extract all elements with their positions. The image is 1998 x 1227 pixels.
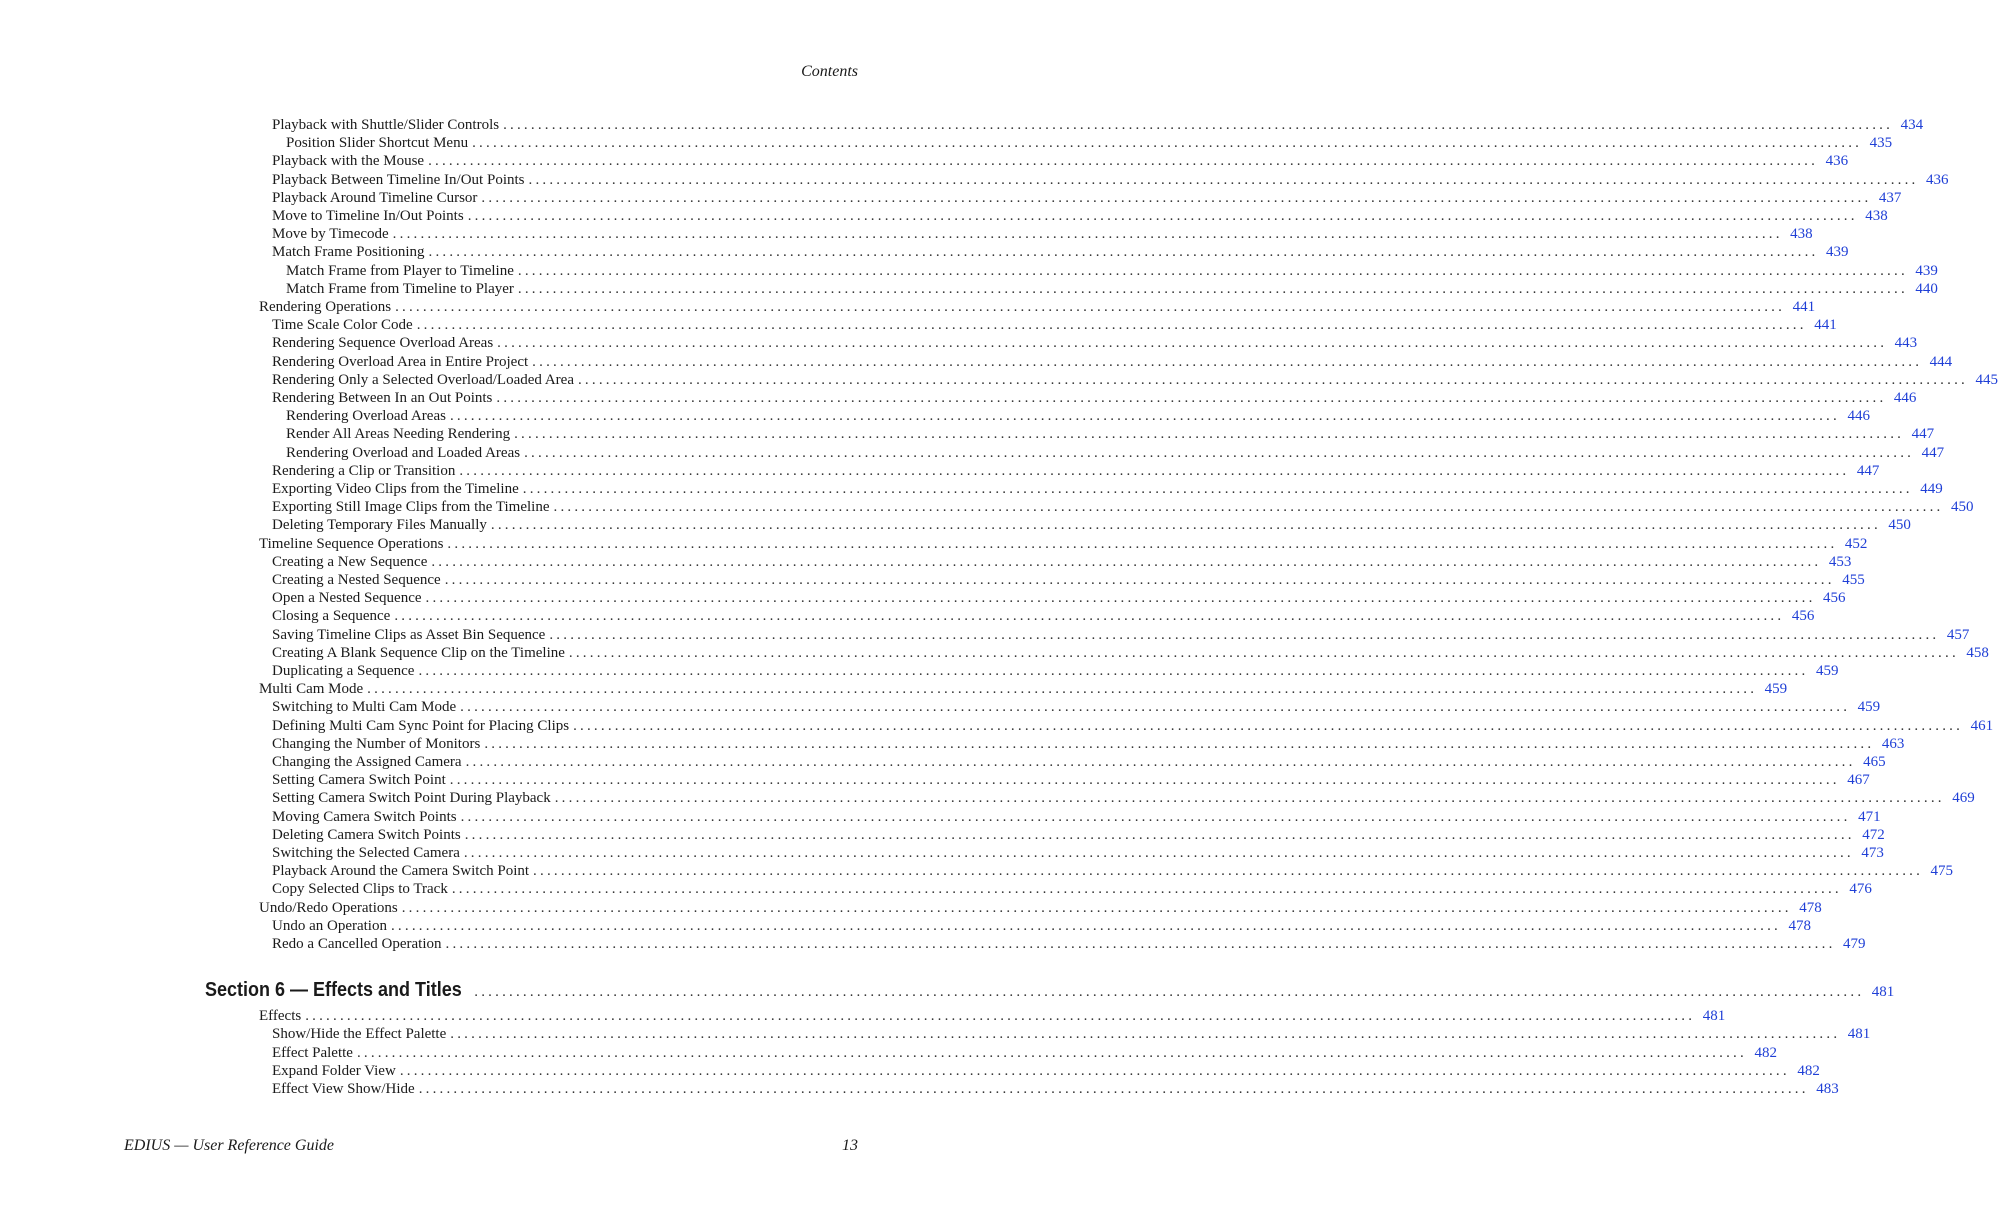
dot-leader: ........................................................................................................................................................................................................ bbox=[431, 553, 1822, 570]
dot-leader: ........................................................................................................................................................................................................ bbox=[356, 1044, 1747, 1061]
toc-entry-title: Creating a Nested Sequence bbox=[272, 572, 441, 588]
toc-page-link[interactable]: 467 bbox=[1847, 772, 1870, 789]
dot-leader: ........................................................................................................................................................................................................ bbox=[418, 663, 1809, 679]
toc-entry[interactable] bbox=[272, 480, 1943, 498]
toc-entry[interactable] bbox=[272, 1062, 1820, 1080]
toc-page-link[interactable]: 449 bbox=[1920, 481, 1943, 497]
toc-page-link[interactable]: 455 bbox=[1842, 572, 1865, 588]
toc-entry[interactable] bbox=[272, 516, 1911, 534]
toc-entry-title: Creating a New Sequence bbox=[272, 553, 428, 570]
toc-page-link[interactable]: 481 bbox=[1702, 1008, 1726, 1025]
toc-entry[interactable] bbox=[272, 717, 1994, 735]
toc-entry[interactable] bbox=[259, 535, 1868, 553]
toc-page-link[interactable]: 473 bbox=[1861, 845, 1884, 861]
dot-leader: ........................................................................................................................................................................................................ bbox=[532, 353, 1923, 370]
toc-page-link[interactable]: 481 bbox=[1847, 1026, 1871, 1043]
dot-leader: ........................................................................................................................................................................................................ bbox=[450, 1026, 1841, 1043]
toc-entry[interactable] bbox=[272, 1025, 1871, 1043]
dot-leader: ........................................................................................................................................................................................................ bbox=[451, 881, 1842, 898]
toc-page-link[interactable]: 478 bbox=[1788, 917, 1811, 934]
footer-page-number: 13 bbox=[842, 1137, 858, 1154]
toc-page-link[interactable]: 479 bbox=[1843, 936, 1866, 952]
dot-leader: ........................................................................................................................................................................................................ bbox=[474, 984, 1865, 1001]
toc-page-link[interactable]: 483 bbox=[1816, 1081, 1839, 1097]
toc-entry-title: Playback Around the Camera Switch Point bbox=[272, 863, 530, 880]
toc-page-link[interactable]: 482 bbox=[1797, 1062, 1820, 1079]
toc-entry[interactable] bbox=[272, 571, 1865, 589]
dot-leader: ........................................................................................................................................................................................................ bbox=[459, 462, 1850, 479]
toc-entry[interactable] bbox=[272, 698, 1881, 716]
toc-page-link[interactable]: 439 bbox=[1915, 262, 1938, 279]
dot-leader: ........................................................................................................................................................................................................ bbox=[392, 226, 1783, 243]
toc-page-link[interactable]: 440 bbox=[1915, 280, 1938, 297]
toc-entry-title: Changing the Assigned Camera bbox=[272, 754, 462, 770]
toc-entry[interactable] bbox=[272, 189, 1902, 207]
dot-leader: ........................................................................................................................................................................................................ bbox=[399, 1062, 1790, 1079]
dot-leader: ........................................................................................................................................................................................................ bbox=[425, 590, 1816, 607]
toc-page-link[interactable]: 438 bbox=[1790, 226, 1813, 243]
toc-entry-title: Playback Around Timeline Cursor bbox=[272, 189, 478, 206]
toc-page-link[interactable]: 444 bbox=[1929, 353, 1953, 370]
toc-page-link[interactable]: 482 bbox=[1754, 1044, 1777, 1061]
dot-leader: ........................................................................................................................................................................................................ bbox=[428, 244, 1819, 261]
toc-page-link[interactable]: 447 bbox=[1856, 462, 1880, 479]
toc-entry-title: Switching to Multi Cam Mode bbox=[272, 699, 457, 716]
toc-page-link[interactable]: 446 bbox=[1847, 408, 1870, 425]
toc-entry-title: Playback with the Mouse bbox=[272, 153, 425, 170]
dot-leader: ........................................................................................................................................................................................................ bbox=[549, 626, 1940, 643]
dot-leader: ........................................................................................................................................................................................................ bbox=[449, 408, 1840, 425]
dot-leader: ........................................................................................................................................................................................................ bbox=[490, 517, 1881, 534]
toc-page-link[interactable]: 456 bbox=[1823, 590, 1846, 607]
toc-entry-title: Moving Camera Switch Points bbox=[272, 808, 457, 825]
toc-entry[interactable] bbox=[272, 808, 1881, 826]
dot-leader: ........................................................................................................................................................................................................ bbox=[517, 262, 1908, 279]
toc-entry[interactable] bbox=[272, 1044, 1777, 1062]
toc-entry[interactable] bbox=[272, 225, 1813, 243]
dot-leader: ........................................................................................................................................................................................................ bbox=[517, 280, 1908, 297]
toc-entry[interactable] bbox=[272, 826, 1885, 844]
toc-page-link[interactable]: 463 bbox=[1881, 735, 1905, 752]
toc-entry[interactable] bbox=[272, 862, 1954, 880]
toc-entry[interactable] bbox=[272, 207, 1888, 225]
toc-entry[interactable] bbox=[272, 753, 1886, 771]
toc-page-link[interactable]: 446 bbox=[1893, 390, 1917, 406]
toc-entry[interactable] bbox=[272, 462, 1880, 480]
toc-entry-title: Undo an Operation bbox=[272, 917, 387, 934]
dot-leader: ........................................................................................................................................................................................................ bbox=[472, 135, 1863, 152]
toc-entry-title: Undo/Redo Operations bbox=[259, 899, 398, 916]
toc-page-link[interactable]: 472 bbox=[1862, 826, 1885, 843]
toc-entry[interactable] bbox=[259, 1007, 1726, 1025]
toc-entry-title: Duplicating a Sequence bbox=[272, 663, 415, 679]
toc-entry[interactable] bbox=[272, 935, 1866, 953]
toc-page-link[interactable]: 438 bbox=[1865, 208, 1888, 224]
dot-leader: ........................................................................................................................................................................................................ bbox=[528, 171, 1919, 188]
toc-entry-title: Effect View Show/Hide bbox=[272, 1081, 415, 1097]
dot-leader: ........................................................................................................................................................................................................ bbox=[522, 481, 1913, 497]
toc-entry[interactable] bbox=[272, 389, 1917, 407]
dot-leader: ........................................................................................................................................................................................................ bbox=[445, 936, 1836, 952]
toc-entry-title: Setting Camera Switch Point bbox=[272, 772, 446, 789]
toc-entry-title: Creating A Blank Sequence Clip on the Timeline bbox=[272, 644, 565, 661]
dot-leader: ........................................................................................................................................................................................................ bbox=[496, 390, 1887, 406]
toc-page-link[interactable]: 453 bbox=[1828, 553, 1852, 570]
toc-page-link[interactable]: 435 bbox=[1869, 135, 1893, 152]
toc-entry[interactable] bbox=[259, 899, 1822, 917]
footer-guide-title: EDIUS — User Reference Guide bbox=[124, 1137, 335, 1154]
toc-entry-title: Effect Palette bbox=[272, 1044, 353, 1061]
toc-entry-title: Effects bbox=[259, 1008, 302, 1025]
dot-leader: ........................................................................................................................................................................................................ bbox=[390, 917, 1781, 934]
dot-leader: ........................................................................................................................................................................................................ bbox=[554, 790, 1945, 807]
toc-page-link[interactable]: 452 bbox=[1844, 535, 1868, 552]
toc-entry-title: Exporting Still Image Clips from the Timeline bbox=[272, 499, 550, 516]
toc-page-link[interactable]: 465 bbox=[1863, 754, 1886, 770]
dot-leader: ........................................................................................................................................................................................................ bbox=[497, 335, 1888, 352]
toc-entry-title: Move to Timeline In/Out Points bbox=[272, 208, 464, 224]
toc-entry-title: Playback Between Timeline In/Out Points bbox=[272, 171, 525, 188]
dot-leader: ........................................................................................................................................................................................................ bbox=[428, 153, 1819, 170]
toc-entry-title: Position Slider Shortcut Menu bbox=[286, 135, 469, 152]
toc-entry[interactable] bbox=[272, 316, 1837, 334]
toc-entry-title: Rendering Between In an Out Points bbox=[272, 390, 493, 406]
toc-entry[interactable] bbox=[272, 243, 1849, 261]
toc-page-link[interactable]: 457 bbox=[1946, 626, 1970, 643]
toc-page-link[interactable]: 447 bbox=[1911, 426, 1935, 443]
toc-entry[interactable] bbox=[272, 116, 1924, 134]
toc-entry-title: Deleting Temporary Files Manually bbox=[272, 517, 487, 534]
toc-entry-title: Defining Multi Cam Sync Point for Placing Clips bbox=[272, 717, 570, 734]
toc-entry-title: Rendering a Clip or Transition bbox=[272, 462, 456, 479]
toc-entry-title: Changing the Number of Monitors bbox=[272, 735, 481, 752]
toc-entry-title: Closing a Sequence bbox=[272, 608, 391, 625]
toc-entry[interactable] bbox=[286, 444, 1945, 462]
toc-entry-title: Rendering Overload and Loaded Areas bbox=[286, 444, 521, 461]
toc-page-link[interactable]: 441 bbox=[1814, 317, 1837, 334]
dot-leader: ........................................................................................................................................................................................................ bbox=[464, 826, 1855, 843]
toc-page-link[interactable]: 461 bbox=[1970, 717, 1994, 734]
dot-leader: ........................................................................................................................................................................................................ bbox=[484, 735, 1875, 752]
toc-page-link[interactable]: 459 bbox=[1857, 699, 1881, 716]
toc-entry[interactable] bbox=[272, 771, 1870, 789]
dot-leader: ........................................................................................................................................................................................................ bbox=[481, 189, 1872, 206]
toc-entry-title: Copy Selected Clips to Track bbox=[272, 881, 448, 898]
toc-entry-title: Timeline Sequence Operations bbox=[259, 535, 444, 552]
dot-leader: ........................................................................................................................................................................................................ bbox=[401, 899, 1792, 916]
dot-leader: ........................................................................................................................................................................................................ bbox=[573, 717, 1964, 734]
dot-leader: ........................................................................................................................................................................................................ bbox=[449, 772, 1840, 789]
toc-page-link[interactable]: 478 bbox=[1799, 899, 1822, 916]
dot-leader: ........................................................................................................................................................................................................ bbox=[305, 1008, 1696, 1025]
dot-leader: ........................................................................................................................................................................................................ bbox=[463, 845, 1854, 861]
toc-page-link[interactable]: 475 bbox=[1930, 863, 1954, 880]
toc-page-link[interactable]: 447 bbox=[1921, 444, 1945, 461]
dot-leader: ........................................................................................................................................................................................................ bbox=[394, 608, 1785, 625]
toc-entry[interactable] bbox=[272, 334, 1918, 352]
toc-entry[interactable] bbox=[272, 644, 1989, 662]
toc-entry-title: Playback with Shuttle/Slider Controls bbox=[272, 117, 500, 133]
toc-page-link[interactable]: 450 bbox=[1951, 499, 1974, 516]
toc-entry[interactable] bbox=[286, 407, 1870, 425]
toc-entry-title: Rendering Operations bbox=[259, 299, 392, 315]
dot-leader: ........................................................................................................................................................................................................ bbox=[416, 317, 1807, 334]
toc-entry-title: Time Scale Color Code bbox=[272, 317, 413, 334]
toc-entry[interactable] bbox=[272, 607, 1815, 625]
dot-leader: ........................................................................................................................................................................................................ bbox=[367, 681, 1758, 698]
toc-entry-title: Show/Hide the Effect Palette bbox=[272, 1026, 447, 1043]
toc-entry[interactable] bbox=[272, 589, 1846, 607]
toc-page-link[interactable]: 481 bbox=[1871, 984, 1895, 1001]
toc-entry[interactable] bbox=[259, 298, 1816, 316]
toc-entry-title: Switching the Selected Camera bbox=[272, 845, 460, 861]
header-title: Contents bbox=[801, 63, 858, 80]
toc-entry-title: Rendering Overload Areas bbox=[286, 408, 446, 425]
toc-entry-title: Section 6 — Effects and Titles bbox=[205, 979, 462, 1002]
toc-entry-title: Setting Camera Switch Point During Playback bbox=[272, 790, 551, 807]
toc-page-link[interactable]: 456 bbox=[1791, 608, 1815, 625]
toc-page-link[interactable]: 434 bbox=[1900, 117, 1924, 133]
dot-leader: ........................................................................................................................................................................................................ bbox=[460, 699, 1851, 716]
toc-entry[interactable] bbox=[272, 353, 1953, 371]
toc-entry[interactable] bbox=[272, 844, 1884, 862]
toc-entry-title: Rendering Only a Selected Overload/Loaded Area bbox=[272, 371, 574, 388]
toc-entry[interactable] bbox=[272, 735, 1905, 753]
toc-page-link[interactable]: 458 bbox=[1966, 644, 1989, 661]
toc-page-link[interactable]: 459 bbox=[1815, 663, 1839, 679]
toc-entry-title: Deleting Camera Switch Points bbox=[272, 826, 461, 843]
toc-entry[interactable] bbox=[286, 262, 1938, 280]
dot-leader: ........................................................................................................................................................................................................ bbox=[568, 644, 1959, 661]
toc-entry-title: Redo a Cancelled Operation bbox=[272, 936, 442, 952]
toc-entry-title: Multi Cam Mode bbox=[259, 681, 364, 698]
toc-page-link[interactable]: 441 bbox=[1792, 299, 1816, 315]
toc-page-link[interactable]: 439 bbox=[1826, 244, 1849, 261]
toc-page-link[interactable]: 469 bbox=[1952, 790, 1975, 807]
dot-leader: ........................................................................................................................................................................................................ bbox=[514, 426, 1905, 443]
toc-entry-title: Match Frame from Timeline to Player bbox=[286, 280, 514, 297]
dot-leader: ........................................................................................................................................................................................................ bbox=[467, 208, 1858, 224]
dot-leader: ........................................................................................................................................................................................................ bbox=[503, 117, 1894, 133]
toc-entry[interactable] bbox=[272, 662, 1839, 680]
toc-entry[interactable] bbox=[272, 1080, 1839, 1098]
toc-page-link[interactable]: 445 bbox=[1975, 371, 1998, 388]
toc-page-link[interactable]: 459 bbox=[1764, 681, 1788, 698]
dot-leader: ........................................................................................................................................................................................................ bbox=[395, 299, 1786, 315]
toc-entry[interactable] bbox=[286, 134, 1893, 152]
toc-entry[interactable] bbox=[286, 425, 1935, 443]
toc-entry[interactable] bbox=[272, 917, 1811, 935]
toc-entry[interactable] bbox=[272, 789, 1975, 807]
toc-entry-title: Rendering Sequence Overload Areas bbox=[272, 335, 494, 352]
dot-leader: ........................................................................................................................................................................................................ bbox=[577, 371, 1968, 388]
toc-page-link[interactable]: 471 bbox=[1858, 808, 1881, 825]
toc-entry-title: Expand Folder View bbox=[272, 1062, 396, 1079]
toc-entry-title: Open a Nested Sequence bbox=[272, 590, 422, 607]
dot-leader: ........................................................................................................................................................................................................ bbox=[524, 444, 1915, 461]
toc-entry[interactable] bbox=[272, 553, 1852, 571]
dot-leader: ........................................................................................................................................................................................................ bbox=[460, 808, 1851, 825]
toc-entry-title: Rendering Overload Area in Entire Project bbox=[272, 353, 529, 370]
toc-entry[interactable] bbox=[272, 498, 1974, 516]
toc-page-link[interactable]: 476 bbox=[1849, 881, 1872, 898]
toc-entry-title: Render All Areas Needing Rendering bbox=[286, 426, 511, 443]
toc-entry[interactable] bbox=[272, 171, 1949, 189]
toc-page-link[interactable]: 436 bbox=[1825, 153, 1849, 170]
toc-page-link[interactable]: 437 bbox=[1878, 189, 1902, 206]
dot-leader: ........................................................................................................................................................................................................ bbox=[444, 572, 1835, 588]
toc-page-link[interactable]: 443 bbox=[1894, 335, 1918, 352]
toc-entry[interactable] bbox=[259, 680, 1788, 698]
dot-leader: ........................................................................................................................................................................................................ bbox=[465, 754, 1856, 770]
toc-entry-title: Saving Timeline Clips as Asset Bin Sequence bbox=[272, 626, 546, 643]
toc-page-link[interactable]: 450 bbox=[1888, 517, 1911, 534]
toc-entry-title: Match Frame from Player to Timeline bbox=[286, 262, 514, 279]
toc-entry-title: Exporting Video Clips from the Timeline bbox=[272, 481, 519, 497]
toc-page-link[interactable]: 436 bbox=[1926, 171, 1949, 188]
toc-entry-title: Move by Timecode bbox=[272, 226, 389, 243]
dot-leader: ........................................................................................................................................................................................................ bbox=[553, 499, 1944, 516]
toc-entry[interactable] bbox=[286, 280, 1938, 298]
toc-entry[interactable] bbox=[272, 626, 1970, 644]
section-heading[interactable] bbox=[205, 977, 1895, 1003]
dot-leader: ........................................................................................................................................................................................................ bbox=[418, 1081, 1809, 1097]
toc-entry-title: Match Frame Positioning bbox=[272, 244, 425, 261]
dot-leader: ........................................................................................................................................................................................................ bbox=[447, 535, 1838, 552]
toc-entry[interactable] bbox=[272, 152, 1849, 170]
toc-entry[interactable] bbox=[272, 880, 1872, 898]
toc-entry[interactable] bbox=[272, 371, 1998, 389]
dot-leader: ........................................................................................................................................................................................................ bbox=[533, 863, 1924, 880]
